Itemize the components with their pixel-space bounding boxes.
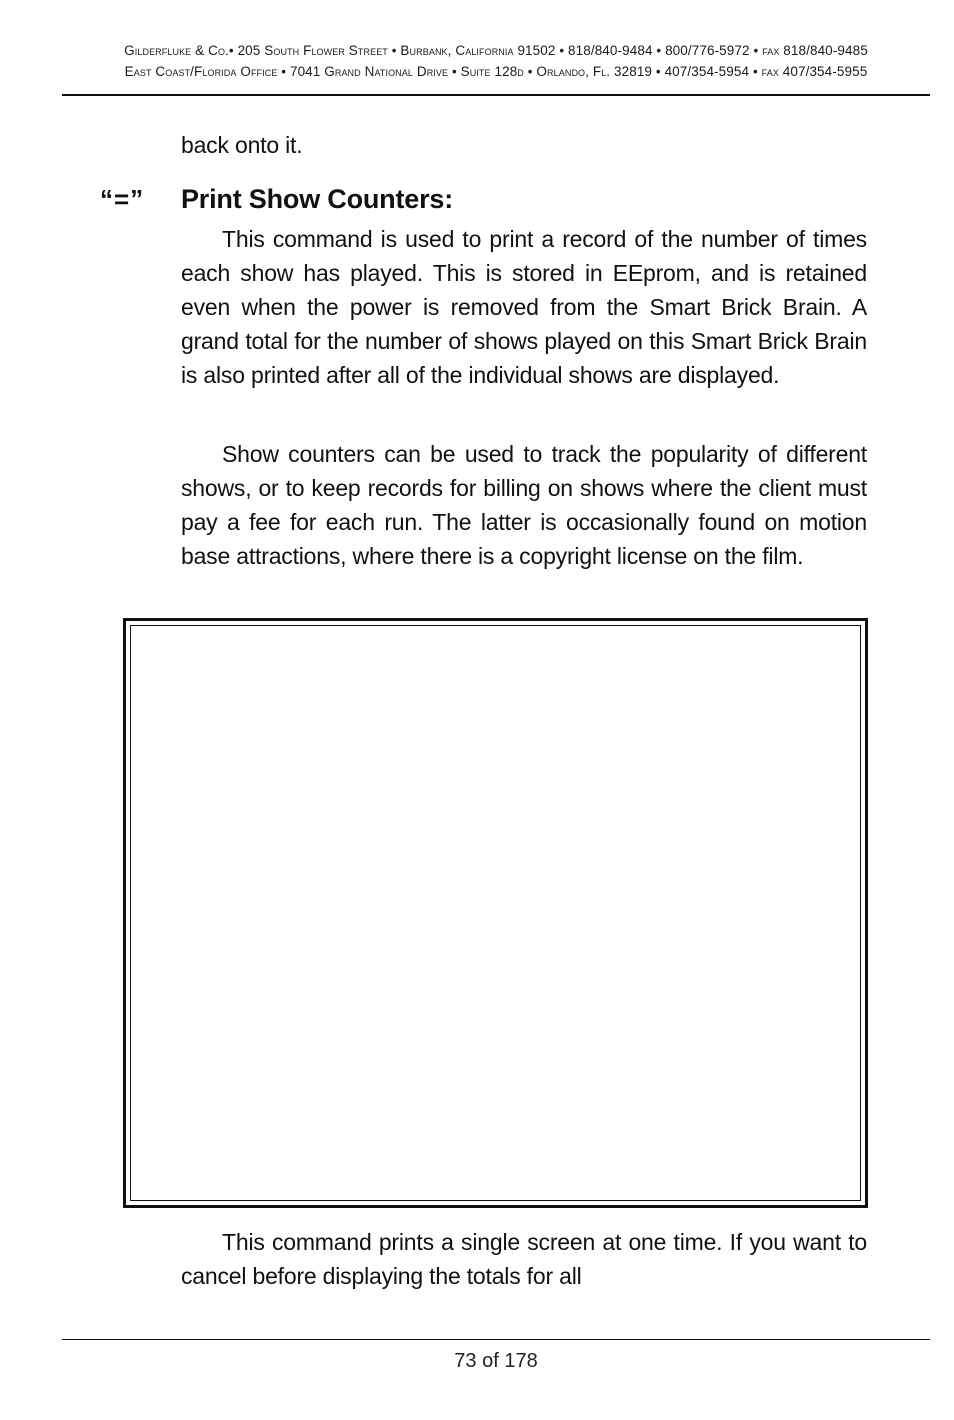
header-address-line-1: Gilderfluke & Co.• 205 South Flower Street • Burbank, California 91502 • 818/840-9484 • 800/776-5972 • fax 818/840-9485 <box>124 43 868 58</box>
note-block <box>181 1225 867 1293</box>
usage-block <box>181 437 867 573</box>
page-header <box>62 40 930 82</box>
footer-divider <box>62 1339 930 1340</box>
header-divider <box>62 94 930 96</box>
page-number: 73 of 178 <box>454 1350 538 1372</box>
screen-capture-placeholder <box>130 625 861 1201</box>
continuation-text: back onto it. <box>181 132 303 158</box>
command-key: “=” <box>100 184 145 214</box>
section-heading: Print Show Counters: <box>181 184 453 214</box>
header-address-line-2: East Coast/Florida Office • 7041 Grand National Drive • Suite 128d • Orlando, Fl. 32819 • 407/354-5954 • fax 407/354-5955 <box>124 64 868 79</box>
paragraph-usage: Show counters can be used to track the popularity of different shows, or to keep records for billing on shows where the client must pay a fee for each run. The latter is occasionally found on motion base attractions, where there is a copyright license on the film. <box>181 441 867 569</box>
description-block <box>181 222 867 392</box>
paragraph-note: This command prints a single screen at one time. If you want to cancel before displaying the totals for all <box>181 1229 867 1289</box>
screen-capture-frame <box>123 618 868 1208</box>
continuation-block <box>181 128 867 162</box>
paragraph-description: This command is used to print a record of the number of times each show has played. This is stored in EEprom, and is retained even when the power is removed from the Smart Brick Brain. A grand total for the number of shows played on this Smart Brick Brain is also printed after all of the individual shows are displayed. <box>181 226 867 388</box>
